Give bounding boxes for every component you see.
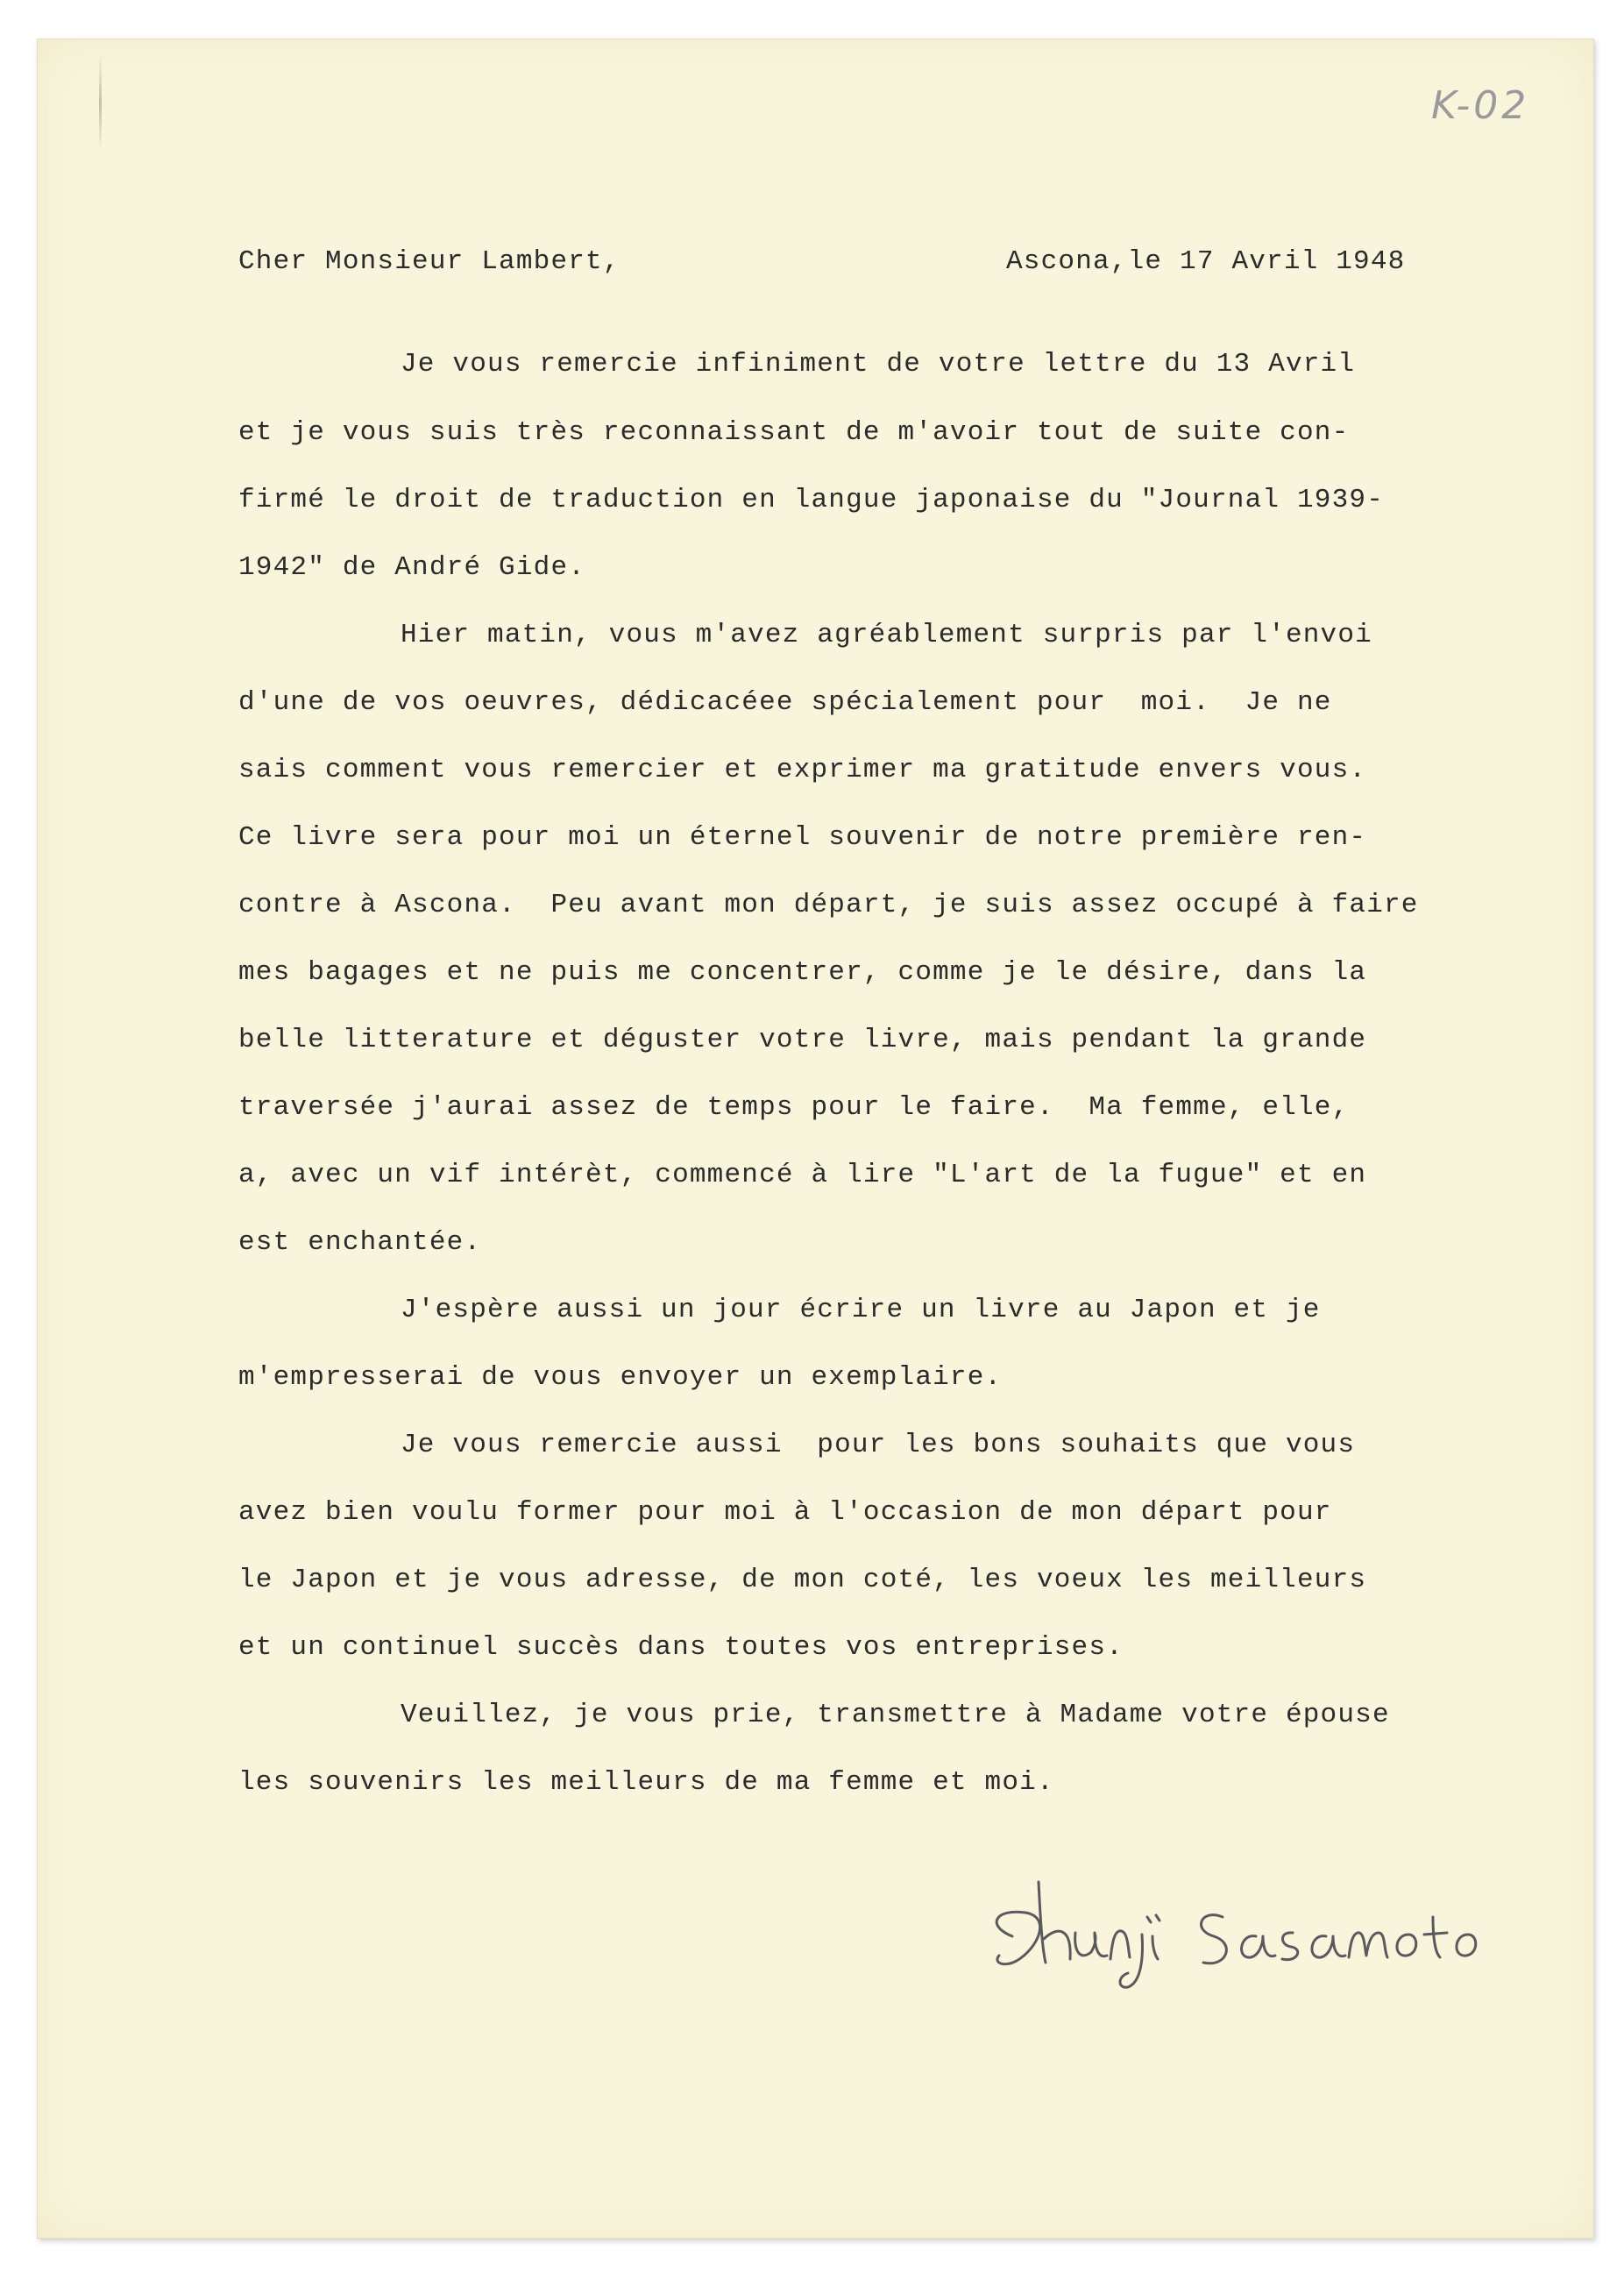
body-line: belle litterature et déguster votre livre, mais pendant la grande — [238, 1025, 1367, 1055]
paper-crease — [99, 55, 102, 152]
body-line: contre à Ascona. Peu avant mon départ, je suis assez occupé à faire — [238, 890, 1419, 920]
body-line: Hier matin, vous m'avez agréablement surpris par l'envoi — [401, 620, 1372, 650]
signature-stroke — [996, 1912, 1039, 1964]
letter-sheet — [37, 39, 1594, 2239]
body-line: traversée j'aurai assez de temps pour le faire. Ma femme, elle, — [238, 1092, 1350, 1123]
signature-stroke — [1349, 1933, 1387, 1957]
salutation: Cher Monsieur Lambert, — [238, 246, 621, 277]
signature-stroke — [1242, 1936, 1275, 1957]
signature-stroke — [1110, 1931, 1130, 1959]
body-line: firmé le droit de traduction en langue japonaise du "Journal 1939- — [238, 485, 1384, 515]
body-line: Ce livre sera pour moi un éternel souvenir de notre première ren- — [238, 822, 1367, 853]
body-line: est enchantée. — [238, 1227, 482, 1258]
body-line: les souvenirs les meilleurs de ma femme et moi. — [238, 1767, 1054, 1798]
signature-stroke — [1282, 1933, 1298, 1960]
body-line: mes bagages et ne puis me concentrer, comme je le désire, dans la — [238, 957, 1367, 988]
signature-stroke — [1152, 1936, 1158, 1959]
body-line: et un continuel succès dans toutes vos entreprises. — [238, 1632, 1124, 1663]
body-line: m'empresserai de vous envoyer un exemplaire. — [238, 1362, 1003, 1393]
signature-stroke — [1202, 1915, 1227, 1963]
body-line: sais comment vous remercier et exprimer ma gratitude envers vous. — [238, 755, 1367, 785]
body-line: J'espère aussi un jour écrire un livre au Japon et je — [401, 1295, 1321, 1325]
body-line: 1942" de André Gide. — [238, 552, 586, 583]
signature-stroke — [1312, 1936, 1345, 1957]
body-line: a, avec un vif intérèt, commencé à lire "L'art de la fugue" et en — [238, 1160, 1367, 1190]
signature-stroke — [1120, 1935, 1142, 1987]
signature-stroke — [1424, 1917, 1447, 1957]
body-line: Je vous remercie aussi pour les bons souhaits que vous — [401, 1430, 1356, 1460]
signature-stroke — [1397, 1935, 1416, 1956]
body-line: d'une de vos oeuvres, dédicacéee spécialement pour moi. Je ne — [238, 687, 1332, 718]
archive-mark: K-02 — [1431, 83, 1530, 128]
signature-stroke — [1147, 1915, 1159, 1922]
signature-stroke — [1075, 1933, 1107, 1956]
place-date: Ascona,le 17 Avril 1948 — [1006, 246, 1406, 277]
body-line: le Japon et je vous adresse, de mon coté, les voeux les meilleurs — [238, 1565, 1367, 1595]
body-line: Je vous remercie infiniment de votre lettre du 13 Avril — [401, 349, 1356, 380]
body-line: Veuillez, je vous prie, transmettre à Madame votre épouse — [401, 1700, 1390, 1730]
handwritten-signature — [977, 1864, 1503, 1996]
signature-stroke — [1044, 1931, 1070, 1959]
body-line: avez bien voulu former pour moi à l'occasion de mon départ pour — [238, 1497, 1332, 1528]
signature-stroke — [1457, 1935, 1476, 1956]
body-line: et je vous suis très reconnaissant de m'avoir tout de suite con- — [238, 417, 1350, 448]
